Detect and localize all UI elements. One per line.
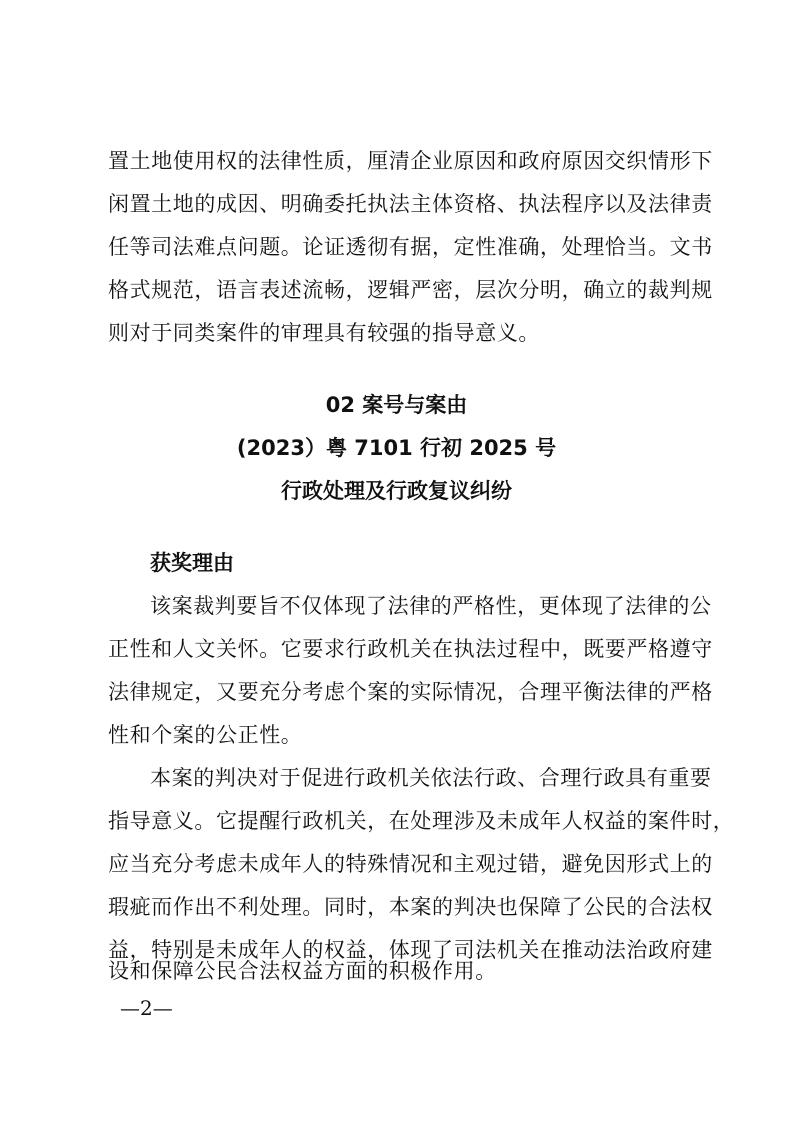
award-para2-line-6: 设和保障公民合法权益方面的积极作用。 [108, 959, 497, 983]
award-para1-line-3: 法律规定，又要充分考虑个案的实际情况，合理平衡法律的严格 [108, 680, 713, 704]
intro-line-3: 任等司法难点问题。论证透彻有据，定性准确，处理恰当。文书 [108, 235, 713, 259]
case-number: (2023）粤 7101 行初 2025 号 [236, 436, 557, 460]
award-para2-line-1: 本案的判决对于促进行政机关依法行政、合理行政具有重要 [150, 766, 712, 790]
case-cause: 行政处理及行政复议纠纷 [281, 479, 512, 503]
intro-line-2: 闲置土地的成因、明确委托执法主体资格、执法程序以及法律责 [108, 192, 713, 216]
intro-line-5: 则对于同类案件的审理具有较强的指导意义。 [108, 321, 540, 345]
intro-line-4: 格式规范，语言表述流畅，逻辑严密，层次分明，确立的裁判规 [108, 278, 713, 302]
award-para1-line-1: 该案裁判要旨不仅体现了法律的严格性，更体现了法律的公 [150, 594, 712, 618]
intro-line-1: 置土地使用权的法律性质，厘清企业原因和政府原因交织情形下 [108, 149, 713, 173]
award-para2-line-4: 瑕疵而作出不利处理。同时，本案的判决也保障了公民的合法权 [108, 895, 713, 919]
award-para2-line-2: 指导意义。它提醒行政机关，在处理涉及未成年人权益的案件时， [108, 809, 735, 833]
award-para1-line-4: 性和个案的公正性。 [108, 723, 303, 747]
page-number: —2— [120, 996, 173, 1020]
award-reason-heading: 获奖理由 [150, 551, 234, 575]
award-para2-line-3: 应当充分考虑未成年人的特殊情况和主观过错，避免因形式上的 [108, 852, 713, 876]
award-para1-line-2: 正性和人文关怀。它要求行政机关在执法过程中，既要严格遵守 [108, 637, 713, 661]
award-para2-line-5: 益，特别是未成年人的权益，体现了司法机关在推动法治政府建 [108, 938, 713, 962]
case-section-title: 02 案号与案由 [325, 393, 468, 417]
